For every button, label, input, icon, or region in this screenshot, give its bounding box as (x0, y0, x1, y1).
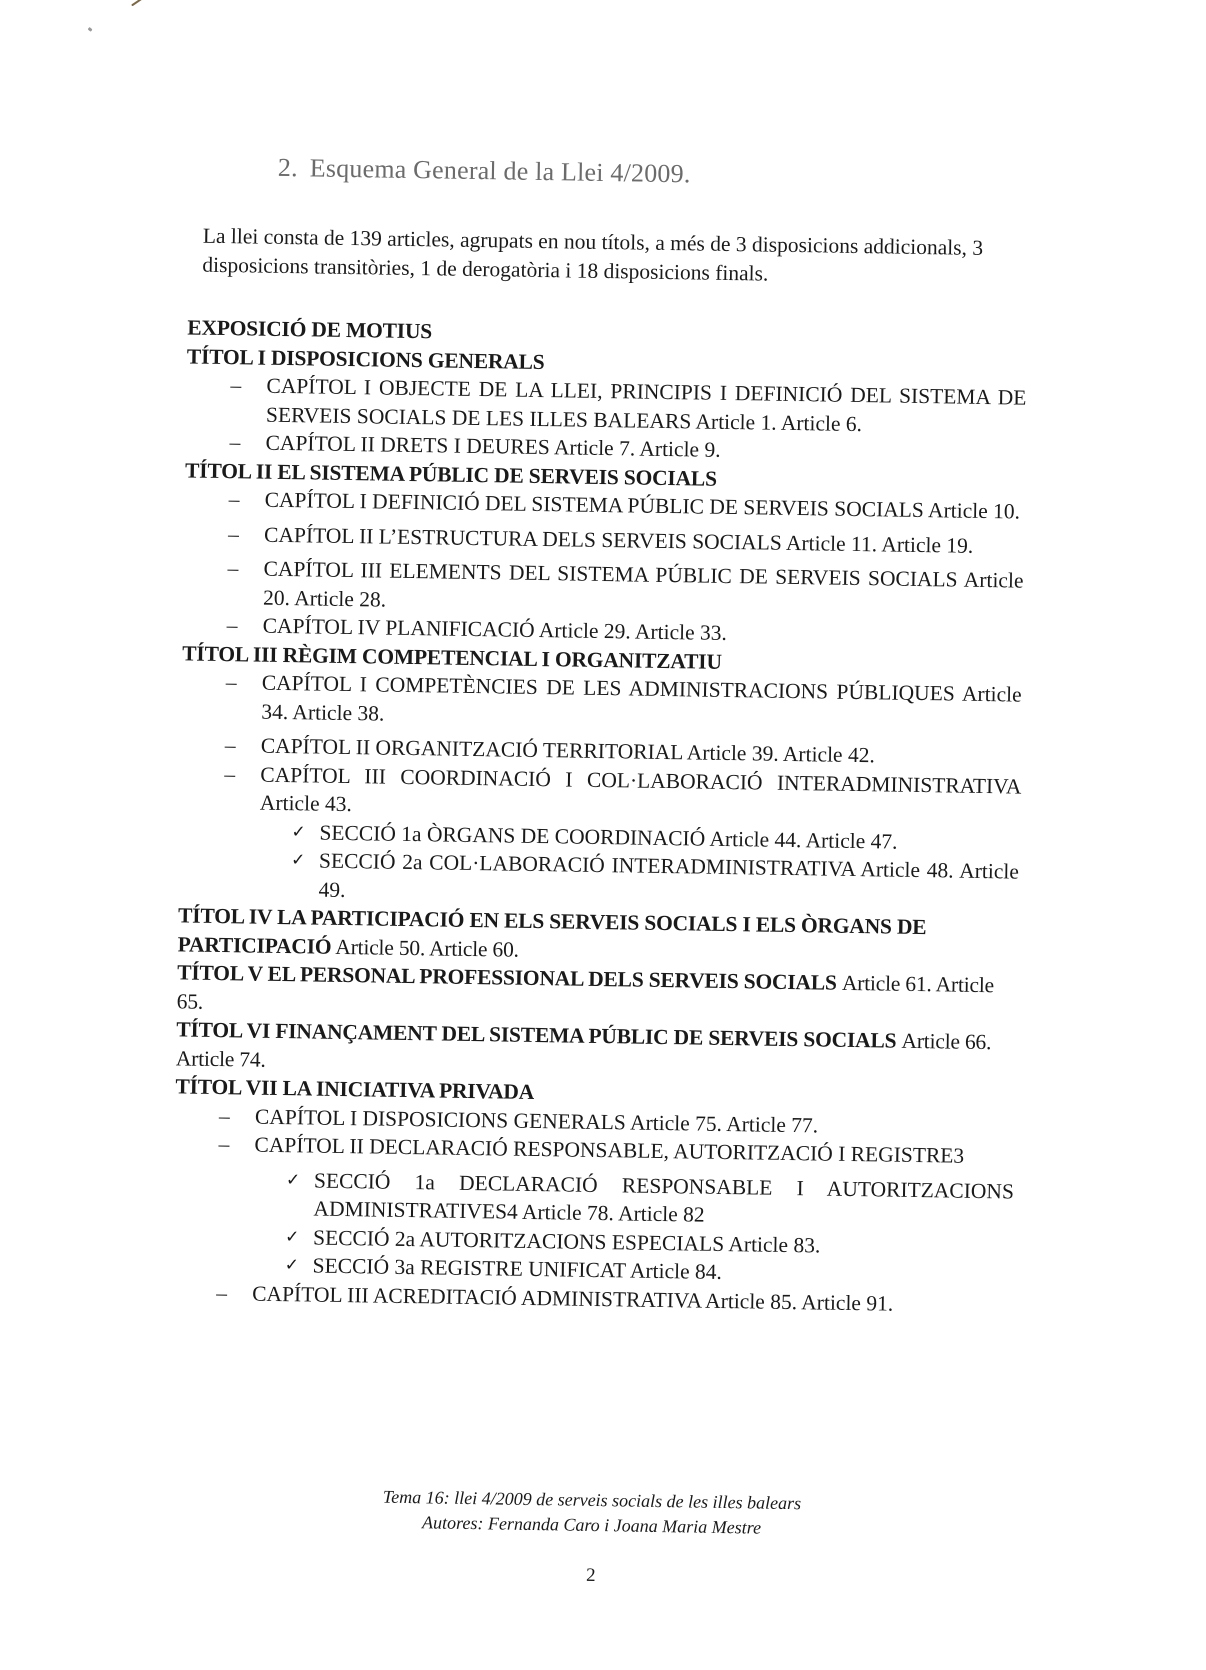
checkmark-icon: ✓ (290, 850, 306, 871)
dash-bullet-icon: – (227, 556, 239, 581)
chapter-title: CAPÍTOL IV PLANIFICACIÓ (262, 613, 539, 643)
dash-bullet-icon: – (227, 521, 240, 546)
exposicio-heading: EXPOSICIÓ DE MOTIUS (187, 315, 433, 344)
chapter-title: CAPÍTOL I DEFINICIÓ DEL SISTEMA PÚBLIC DE SERVEIS SOCIALS (264, 487, 925, 523)
chapter-title: CAPÍTOL II ORGANITZACIÓ TERRITORIAL (260, 733, 683, 765)
dash-bullet-icon: – (228, 487, 240, 512)
chapter-title: CAPÍTOL II DRETS I DEURES (265, 430, 551, 460)
chapter-articles: Article 1. Article 6. (695, 408, 863, 436)
page-number: 2 (585, 1564, 596, 1587)
chapter-articles: Article 34. Article 38. (261, 681, 1022, 726)
scan-artifact (88, 27, 93, 32)
chapter-title: CAPÍTOL II L’ESTRUCTURA DELS SERVEIS SOCIALS (263, 522, 782, 555)
section-item-articles: Article 44. Article 47. (709, 826, 898, 854)
dash-bullet-icon: – (230, 373, 242, 398)
titol-title: TÍTOL V EL PERSONAL PROFESSIONAL DELS SERVEIS SOCIALS (177, 960, 837, 995)
titol-heading: TÍTOL II EL SISTEMA PÚBLIC DE SERVEIS SOCIALS (184, 457, 718, 491)
chapter-articles: Article 10. (927, 498, 1021, 524)
chapter-title: CAPÍTOL III ACREDITACIÓ ADMINISTRATIVA (252, 1281, 702, 1313)
chapter-title: CAPÍTOL I OBJECTE DE LA LLEI, PRINCIPIS I DEFINICIÓ DEL SISTEMA DE SERVEIS SOCIALS DE LES ILLES BALEARS (265, 373, 1027, 433)
chapter-title: CAPÍTOL III ELEMENTS DEL SISTEMA PÚBLIC DE SERVEIS SOCIALS (263, 556, 958, 592)
footer-authors: Autores: Fernanda Caro i Joana Maria Mestre (421, 1512, 762, 1538)
page-footer (0, 1478, 1195, 1547)
dash-bullet-icon: – (224, 733, 236, 758)
chapter-articles: Article 11. Article 19. (785, 530, 974, 558)
titol-heading: TÍTOL III RÈGIM COMPETENCIAL I ORGANITZATIU (182, 640, 722, 674)
section-item-articles: Article 48. Article 49. (318, 857, 1020, 902)
dash-bullet-icon: – (224, 761, 236, 786)
dash-bullet-icon: – (226, 613, 238, 638)
section-heading (278, 153, 691, 189)
footer-topic: Tema 16: llei 4/2009 de serveis socials de les illes balears (382, 1486, 802, 1514)
law-outline (172, 313, 1027, 1319)
dash-bullet-icon: – (229, 430, 241, 455)
chapter-articles: Article 75. Article 77. (629, 1110, 819, 1137)
chapter-articles: Article 85. Article 91. (704, 1288, 894, 1316)
chapter-articles: Article 29. Article 33. (538, 618, 728, 645)
dash-bullet-icon: – (218, 1103, 230, 1128)
chapter-title: CAPÍTOL I COMPETÈNCIES DE LES ADMINISTRACIONS PÚBLIQUES (261, 670, 955, 706)
section-item-articles: Article 78. Article 82 (521, 1199, 705, 1227)
titol-title: TÍTOL VI FINANÇAMENT DEL SISTEMA PÚBLIC DE SERVEIS SOCIALS (176, 1017, 897, 1053)
dash-bullet-icon: – (218, 1132, 230, 1157)
dash-bullet-icon: – (225, 670, 237, 695)
titol-articles: Article 66. Article 74. (175, 1028, 992, 1072)
section-item-title: SECCIÓ 1a ÒRGANS DE COORDINACIÓ (319, 820, 706, 851)
section-item-articles: Article 84. (629, 1258, 723, 1284)
section-number: 2. (277, 152, 299, 183)
section-item-title: SECCIÓ 2a AUTORITZACIONS ESPECIALS (312, 1225, 725, 1256)
chapter-articles: Article 20. Article 28. (262, 567, 1024, 612)
checkmark-icon: ✓ (291, 821, 306, 842)
chapter-title: CAPÍTOL II DECLARACIÓ RESPONSABLE, AUTORITZACIÓ I REGISTRE3 (254, 1132, 965, 1168)
section-item-title: SECCIÓ 2a COL·LABORACIÓ INTERADMINISTRATIVA (318, 848, 855, 882)
checkmark-icon: ✓ (285, 1169, 301, 1190)
chapter-title: CAPÍTOL I DISPOSICIONS GENERALS (254, 1104, 627, 1134)
intro-paragraph: La llei consta de 139 articles, agrupats en nou títols, a més de 3 disposicions addicionals, 3 disposicions transitòries, 1 de derogatòria i 18 disposicions finals. (202, 223, 984, 286)
titol-title: TÍTOL IV LA PARTICIPACIÓ EN ELS SERVEIS SOCIALS I ELS ÒRGANS DE PARTICIPACIÓ (177, 903, 927, 959)
checkmark-icon: ✓ (284, 1226, 300, 1247)
titol-articles: Article 50. Article 60. (331, 934, 520, 962)
chapter-title: CAPÍTOL III COORDINACIÓ I COL·LABORACIÓ INTERADMINISTRATIVA (260, 762, 1021, 799)
chapter-articles: Article 39. Article 42. (686, 740, 876, 768)
titol-articles: Article 61. Article 65. (176, 970, 995, 1014)
section-item-title: SECCIÓ 1a DECLARACIÓ RESPONSABLE I AUTORITZACIONS ADMINISTRATIVES4 (313, 1168, 1015, 1224)
section-title: Esquema General de la Llei 4/2009. (309, 153, 691, 189)
chapter-articles: Article 7. Article 9. (553, 435, 721, 462)
section-item-articles: Article 83. (728, 1231, 821, 1258)
section-item-title: SECCIÓ 3a REGISTRE UNIFICAT (312, 1253, 626, 1283)
scan-artifact (131, 0, 144, 6)
chapter-articles: Article 43. (259, 790, 353, 817)
checkmark-icon: ✓ (284, 1255, 300, 1276)
titol-heading: TÍTOL VII LA INICIATIVA PRIVADA (175, 1074, 535, 1104)
titol-heading: TÍTOL I DISPOSICIONS GENERALS (186, 343, 545, 374)
dash-bullet-icon: – (216, 1280, 228, 1305)
